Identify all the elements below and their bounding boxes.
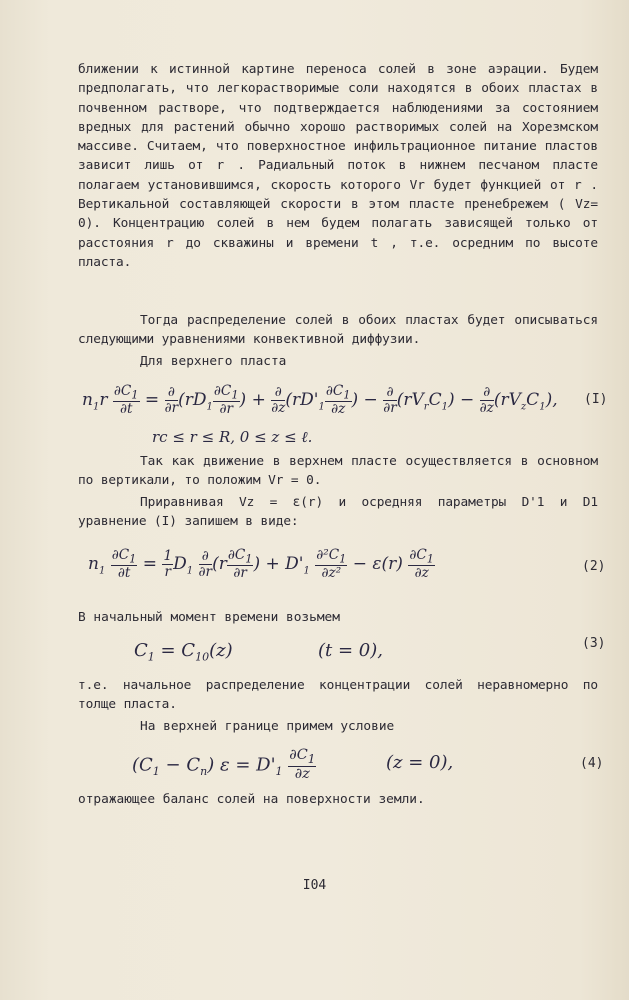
equation-1-number: (I) [584,392,608,407]
equation-1-domain: rc ≤ r ≤ R, 0 ≤ z ≤ ℓ. [152,428,313,446]
paragraph-1: ближении к истинной картине переноса солей в зоне аэрации. Будем предполагать, что легкорастворимые соли находятся в обоих пластах в почвенном растворе, что подтверждается наблюдениями за состоянием вредных для растений обычно хорошо растворимых солей на Хорезмском массиве. Считаем, что поверхностное инфильтрационное питание пластов зависит лишь от r . Радиальный поток в нижнем песчаном пласте полагаем установившимся, скорость которого Vr будет функцией от r . Вертикальной составляющей скорости в этом пласте пренебрежем ( Vz= 0). Концентрацию солей в нем будем полагать зависящей только от расстояния r до скважины и времени t , т.е. осредним по высоте пласта. [78,62,598,270]
paragraph-3: Для верхнего пласта [140,354,287,369]
paragraph-2: Тогда распределение солей в обоих пластах будет описываться следующими уравнениями конвективной диффузии. [78,313,598,348]
paragraph-6: В начальный момент времени возьмем [78,610,340,625]
equation-4-number: (4) [580,756,604,771]
equation-1: $n_1r$ $\frac{\partial C_1}{\partial t}$ = $\frac{\partial}{\partial r}$ ($rD_1$ $\frac{\partial C_1}{\partial r}$ ) + $\frac{\partial}{\partial z}$ ($rD'_1$ $\frac{\partial C_1}{\partial z}$ ) − $\frac{\partial}{\partial r}$ $(rV_rC_1)$ − $\frac{\partial}{\partial z}$ $(rV_zC_1)$, [82,383,558,418]
paragraph-7: т.е. начальное распределение концентрации солей неравномерно по толще пласта. [78,678,598,713]
equation-3-number: (3) [582,636,606,651]
paragraph-9: отражающее баланс солей на поверхности земли. [78,792,425,807]
equation-4-condition: (z = 0), [386,752,454,773]
equation-2-number: (2) [582,559,606,574]
page-number: I04 [302,878,327,893]
paragraph-5: Приравнивая Vz = ε(r) и осредняя параметры D'1 и D1 уравнение (I) запишем в виде: [78,495,598,530]
equation-4: $(C_1 - C_n) \varepsilon = D'_1$ $\frac{\partial C_1}{\partial z}$ [132,747,316,783]
paragraph-8: На верхней границе примем условие [140,719,395,734]
paragraph-4: Так как движение в верхнем пласте осуществляется в основном по вертикали, то положим Vr = 0. [78,454,598,489]
equation-3: $C_1 = C_{10}(z)$ [134,640,233,664]
equation-2: $n_1$ $\frac{\partial C_1}{\partial t}$ = $\frac{1}{r}$ $D_1$ $\frac{\partial}{\partial r}$ (r $\frac{\partial C_1}{\partial r}$ ) + $D'_1$ $\frac{\partial^2C_1}{\text{∂z²}}$ − ε(r) $\frac{\partial C_1}{\partial z}$ [88,547,435,582]
equation-3-condition: (t = 0), [318,640,383,661]
